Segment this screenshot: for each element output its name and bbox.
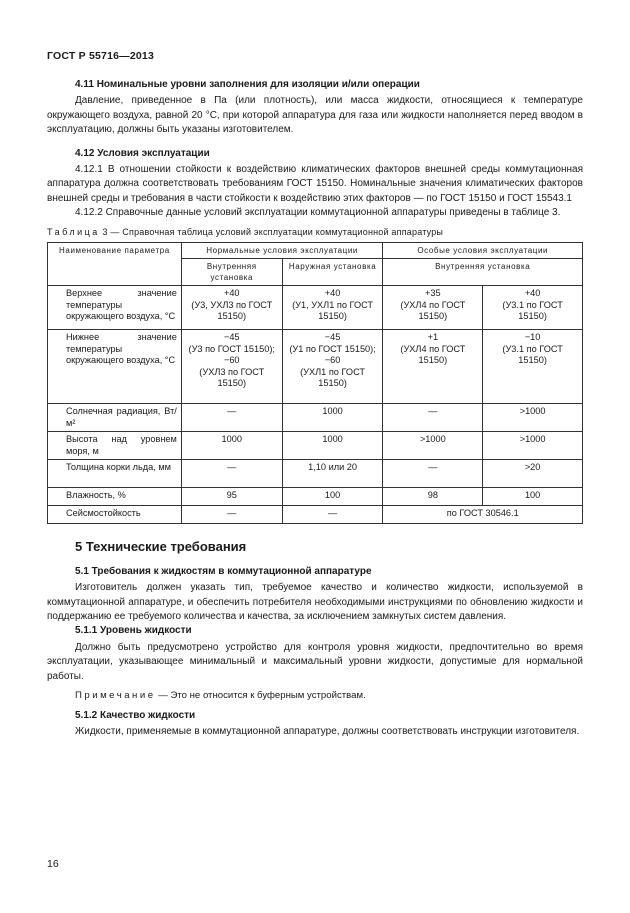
row-value: — [181,460,282,488]
row-value: — [282,506,383,524]
section-4-12-1-text: 4.12.1 В отношении стойкости к воздействию климатических факторов внешней среды коммутационная аппаратура должна соответствовать требованиям ГОСТ 15150. Номинальные значения климатических факторов внешней среды и требования в части стойкости к воздействию этих факторов — по ГОСТ 15150 и ГОСТ 15543.1 [47,164,583,204]
table-caption-text: 3 — Справочная таблица условий эксплуатации коммутационной аппаратуры [99,226,444,237]
row-value: 1000 [282,432,383,460]
row-param: Влажность, % [48,488,182,506]
section-5-1-2-text: Жидкости, применяемые в коммутационной аппаратуре, должны соответствовать инструкции изготовителя. [75,725,580,737]
header-special-conditions: Особые условия эксплуатации [383,243,583,259]
row-value: >20 [483,460,583,488]
row-param: Солнечная радиация, Вт/м² [48,404,182,432]
note [47,689,583,703]
document-id: ГОСТ Р 55716—2013 [47,50,155,62]
row-value: +40 (У1, УХЛ1 по ГОСТ 15150) [282,286,383,330]
header-indoor: Внутренняя установка [181,259,282,286]
row-value: >1000 [483,432,583,460]
table-row [48,330,583,404]
page-number: 16 [47,858,59,870]
section-5-1-1-text: Должно быть предусмотрено устройство для контроля уровня жидкости, предпочтительно во время эксплуатации, указывающее минимальный и максимальный уровни жидкости, допустимые для нормальной работы. [47,641,583,682]
section-4-12-2-text: 4.12.2 Справочные данные условий эксплуатации коммутационной аппаратуры приведены в таблице 3. [75,207,561,219]
row-value: +40 (У3.1 по ГОСТ 15150) [483,286,583,330]
row-value: +1 (УХЛ4 по ГОСТ 15150) [383,330,483,404]
table-caption-label: Таблица [47,226,100,237]
section-5-title: 5 Технические требования [75,539,247,555]
row-param: Нижнее значение температуры окружающего воздуха, °С [48,330,182,404]
header-indoor-special: Внутренняя установка [383,259,583,286]
row-value: −45 (У3 по ГОСТ 15150); −60 (УХЛ3 по ГОСТ 15150) [181,330,282,404]
conditions-table [47,242,583,524]
row-value: 98 [383,488,483,506]
row-value: — [181,506,282,524]
section-4-11-title: 4.11 Номинальные уровни заполнения для изоляции и/или операции [75,79,420,90]
row-param: Верхнее значение температуры окружающего воздуха, °С [48,286,182,330]
header-outdoor: Наружная установка [282,259,383,286]
row-value: — [181,404,282,432]
row-value: 1000 [282,404,383,432]
row-value: — [383,460,483,488]
row-value: −45 (У1 по ГОСТ 15150); −60 (УХЛ1 по ГОСТ 15150) [282,330,383,404]
row-value: +35 (УХЛ4 по ГОСТ 15150) [383,286,483,330]
row-value: — [383,404,483,432]
section-5-1-2-title: 5.1.2 Качество жидкости [75,709,196,721]
header-parameter: Наименование параметра [48,243,182,286]
section-5-1-text: Изготовитель должен указать тип, требуемое качество и количество жидкости, используемой в коммутационной аппаратуре, и обеспечить потребителя необходимыми инструкциями по обновлению жидкости и поддержанию ее требуемого количества и качества, за исключением замкнутых систем давления. [47,582,583,623]
table-row [48,488,583,506]
row-value: по ГОСТ 30546.1 [383,506,583,524]
row-value: 100 [282,488,383,506]
table-row [48,286,583,330]
row-value: >1000 [383,432,483,460]
table-row [48,404,583,432]
header-normal-conditions: Нормальные условия эксплуатации [181,243,383,259]
note-text: — Это не относится к буферным устройствам. [155,690,366,702]
row-param: Сейсмостойкость [48,506,182,524]
section-4-12-title: 4.12 Условия эксплуатации [75,147,210,159]
table-row [48,460,583,488]
table-row [48,432,583,460]
row-value: 1,10 или 20 [282,460,383,488]
row-param: Толщина корки льда, мм [48,460,182,488]
section-4-11-text: Давление, приведенное в Па (или плотность), или масса жидкости, относящиеся к температуре окружающего воздуха, равной 20 °С, при которой аппаратура для газа или жидкости наполняется перед вводом в эксплуатацию, должны быть указаны изготовителем. [47,95,583,136]
section-5-1-1-title: 5.1.1 Уровень жидкости [75,625,192,637]
row-value: >1000 [483,404,583,432]
note-label: Примечание [75,690,156,702]
row-value: 100 [483,488,583,506]
row-param: Высота над уровнем моря, м [48,432,182,460]
table-row [48,506,583,524]
table-caption [47,225,583,239]
row-value: 95 [181,488,282,506]
row-value: +40 (У3, УХЛ3 по ГОСТ 15150) [181,286,282,330]
row-value: 1000 [181,432,282,460]
section-5-1-title: 5.1 Требования к жидкостям в коммутационной аппаратуре [75,565,372,577]
document-body [47,78,583,739]
row-value: −10 (У3.1 по ГОСТ 15150) [483,330,583,404]
